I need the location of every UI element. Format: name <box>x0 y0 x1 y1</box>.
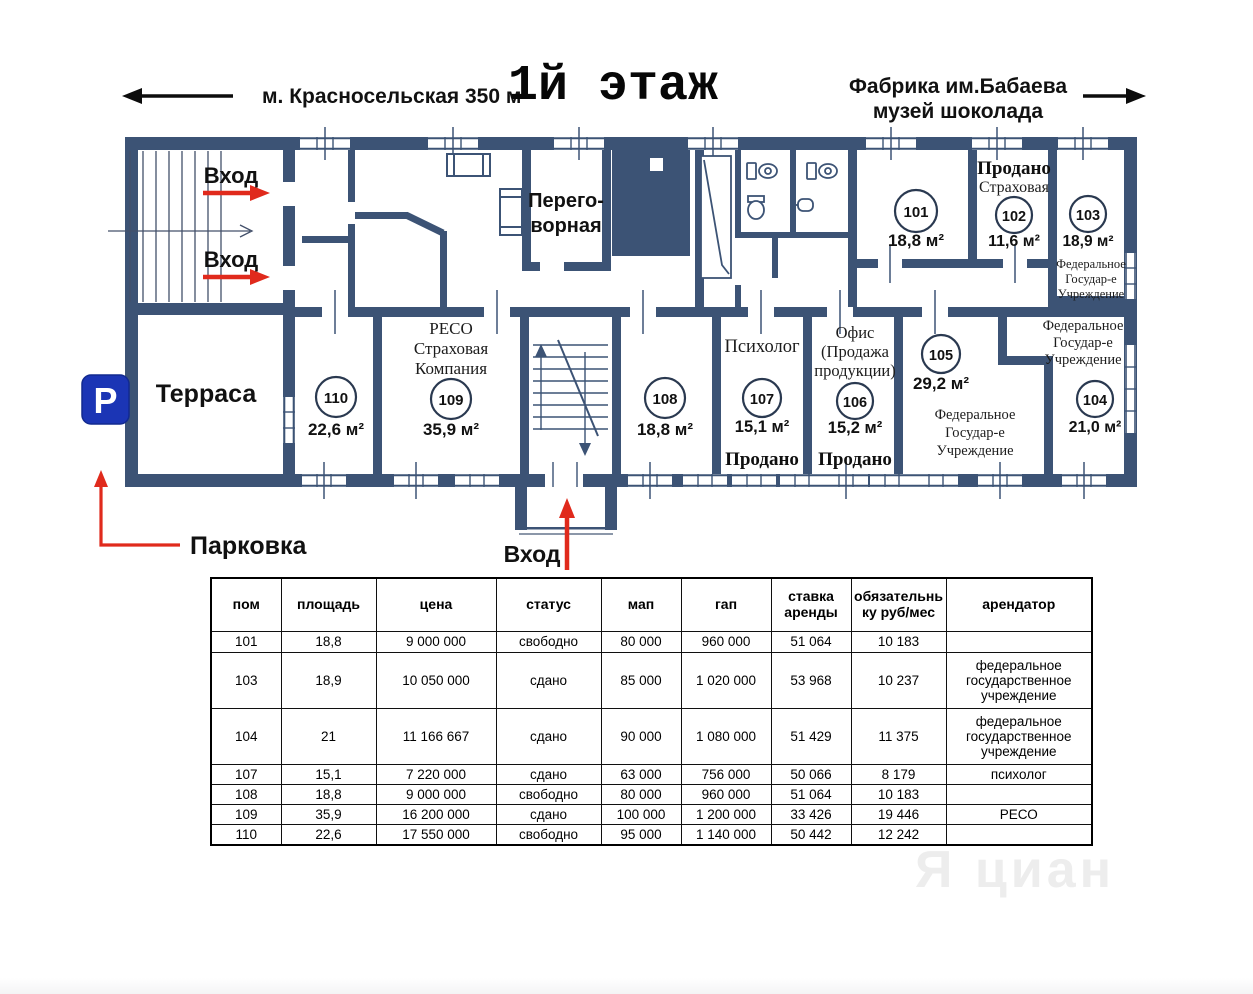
right-arrow-icon <box>1083 88 1146 104</box>
header <box>122 58 1146 123</box>
svg-text:Государ-е: Государ-е <box>1065 272 1117 286</box>
svg-text:Офис: Офис <box>835 323 875 342</box>
table-row-110: 110 22,6 17 550 000 свободно 95 000 1 140 000 50 442 12 242 <box>211 825 1092 845</box>
svg-text:107: 107 <box>749 392 775 408</box>
table-row-101: 101 18,8 9 000 000 свободно 80 000 960 000 51 064 10 183 <box>211 632 1092 653</box>
entrance-label-3: Вход <box>503 541 561 567</box>
col-header-room: пом <box>211 578 281 632</box>
svg-text:110: 110 <box>323 390 349 407</box>
listings-table <box>210 577 1093 846</box>
room-101 <box>888 190 944 250</box>
col-header-rent-rate: ставка аренды <box>771 578 851 632</box>
cian-watermark: Я циан <box>915 841 1116 899</box>
furniture <box>447 154 522 235</box>
svg-text:Перего-: Перего- <box>528 190 604 212</box>
svg-text:108: 108 <box>652 391 678 408</box>
room-109 <box>414 319 488 439</box>
page-title: 1й этаж <box>507 58 719 115</box>
room-110 <box>308 377 364 439</box>
svg-text:Продано: Продано <box>725 449 799 470</box>
svg-text:29,2 м²: 29,2 м² <box>912 374 970 393</box>
svg-text:Учреждение: Учреждение <box>936 443 1014 459</box>
entrance-label-1: Вход <box>203 163 259 188</box>
svg-text:Страховая: Страховая <box>413 339 489 358</box>
parking-label: Парковка <box>190 532 307 560</box>
svg-text:Страховая: Страховая <box>979 179 1049 196</box>
svg-text:101: 101 <box>903 204 929 221</box>
room-meeting <box>528 190 604 237</box>
svg-text:РЕСО: РЕСО <box>429 319 473 338</box>
svg-text:18,9 м²: 18,9 м² <box>1062 233 1114 250</box>
sink-icon <box>748 196 764 219</box>
table-row-109: 109 35,9 16 200 000 сдано 100 000 1 200 000 33 426 19 446 РЕСО <box>211 805 1092 825</box>
svg-text:Федеральное: Федеральное <box>1056 257 1126 271</box>
col-header-gap: гап <box>681 578 771 632</box>
svg-text:103: 103 <box>1075 208 1101 224</box>
svg-text:109: 109 <box>438 392 464 409</box>
factory-label-line1: Фабрика им.Бабаева <box>848 75 1068 98</box>
col-header-tenant: арендатор <box>946 578 1092 632</box>
svg-text:22,6 м²: 22,6 м² <box>307 420 365 439</box>
svg-text:Федеральное: Федеральное <box>934 407 1016 423</box>
parking-sign-icon <box>82 375 129 424</box>
svg-text:Учреждение: Учреждение <box>1057 287 1125 301</box>
listings-table-wrap <box>210 577 1093 846</box>
svg-text:15,1 м²: 15,1 м² <box>734 418 790 436</box>
col-header-price: цена <box>376 578 496 632</box>
svg-text:35,9 м²: 35,9 м² <box>422 420 480 439</box>
terrace-label: Терраса <box>155 380 257 408</box>
svg-text:Учреждение: Учреждение <box>1044 352 1122 368</box>
svg-text:11,6 м²: 11,6 м² <box>988 233 1040 250</box>
table-row-103: 103 18,9 10 050 000 сдано 85 000 1 020 000 53 968 10 237 федеральное государственное учреждение <box>211 653 1092 709</box>
entrance-label-2: Вход <box>203 247 259 272</box>
svg-text:21,0 м²: 21,0 м² <box>1068 419 1122 436</box>
col-header-map: мап <box>601 578 681 632</box>
room-102 <box>977 158 1051 250</box>
svg-text:P: P <box>93 380 118 421</box>
table-header-row <box>211 578 1092 632</box>
svg-text:(Продажа: (Продажа <box>821 342 889 361</box>
svg-text:ворная: ворная <box>530 215 602 237</box>
svg-text:Продано: Продано <box>977 158 1051 179</box>
toilet-icon <box>807 163 837 179</box>
wc-fixtures <box>701 156 837 278</box>
room-106 <box>814 323 896 470</box>
svg-text:Государ-е: Государ-е <box>1053 335 1113 351</box>
svg-text:106: 106 <box>842 395 868 411</box>
svg-text:18,8 м²: 18,8 м² <box>636 420 694 439</box>
svg-text:104: 104 <box>1082 393 1108 409</box>
toilet-icon <box>747 163 777 179</box>
factory-label-line2: музей шоколада <box>872 100 1044 123</box>
room-104 <box>1043 318 1124 436</box>
table-row-108: 108 18,8 9 000 000 свободно 80 000 960 000 51 064 10 183 <box>211 785 1092 805</box>
col-header-area: площадь <box>281 578 376 632</box>
svg-text:Федеральное: Федеральное <box>1042 318 1124 334</box>
table-row-107: 107 15,1 7 220 000 сдано 63 000 756 000 50 066 8 179 психолог <box>211 765 1092 785</box>
table-row-104: 104 21 11 166 667 сдано 90 000 1 080 000 51 429 11 375 федеральное государственное учреждение <box>211 709 1092 765</box>
room-107 <box>724 337 800 470</box>
svg-text:Государ-е: Государ-е <box>945 425 1005 441</box>
col-header-obligatory: обязательнь ку руб/мес <box>851 578 946 632</box>
svg-text:105: 105 <box>928 348 954 364</box>
metro-label: м. Красносельская 350 м <box>262 85 522 108</box>
left-arrow-icon <box>122 88 233 104</box>
svg-text:Компания: Компания <box>414 359 488 378</box>
svg-text:102: 102 <box>1001 209 1027 225</box>
svg-text:15,2 м²: 15,2 м² <box>827 419 883 437</box>
svg-text:продукции): продукции) <box>814 361 896 380</box>
svg-text:Психолог: Психолог <box>724 337 800 357</box>
svg-text:18,8 м²: 18,8 м² <box>887 231 945 250</box>
room-103 <box>1056 196 1126 301</box>
bottom-strip <box>0 978 1253 994</box>
svg-text:Продано: Продано <box>818 449 892 470</box>
room-108 <box>637 378 693 439</box>
col-header-status: статус <box>496 578 601 632</box>
